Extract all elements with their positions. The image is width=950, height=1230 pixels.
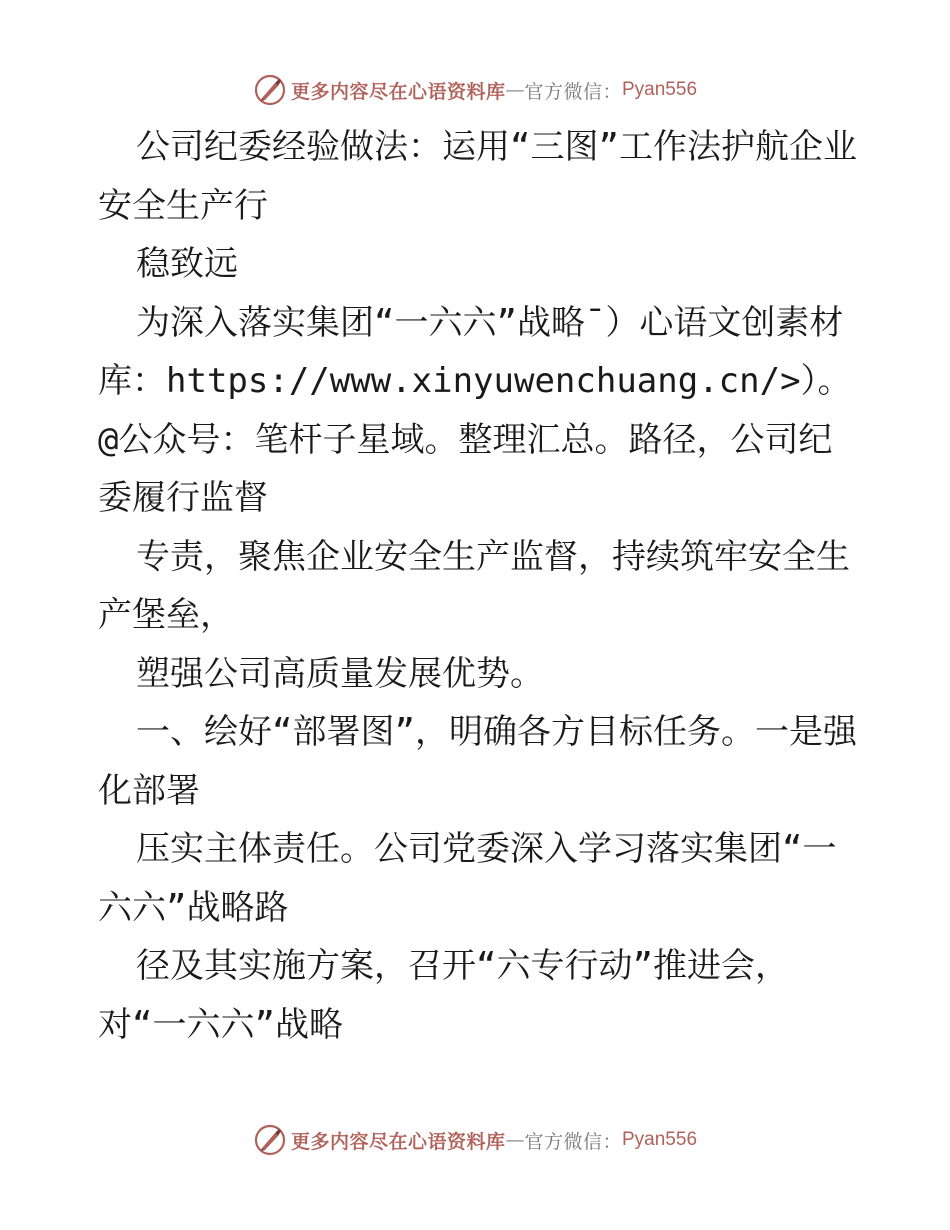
pen-logo-icon <box>253 73 287 107</box>
paragraph-section-one-body: 压实主体责任。公司党委深入学习落实集团“一六六”战略路 <box>98 829 837 928</box>
watermark-wechat-id: Pyan556 <box>622 79 698 100</box>
paragraph-section-one-heading: 一、绘好“部署图”，明确各方目标任务。一是强化部署 <box>98 712 857 811</box>
watermark-wechat-label: 官方微信： <box>524 80 622 103</box>
paragraph-intro-continued: 专责，聚焦企业安全生产监督，持续筑牢安全生产堡垒， <box>98 536 850 635</box>
watermark-separator: — <box>505 79 525 101</box>
pen-logo-icon <box>253 1123 287 1157</box>
paragraph-title: 公司纪委经验做法：运用“三图”工作法护航企业安全生产行 <box>98 127 857 226</box>
paragraph-intro: 为深入落实集团“一六六”战略¯）心语文创素材库：https://www.xinyuwenchuang.cn/>）。@公众号：笔杆子星域。整理汇总。路径，公司纪委履行监督 <box>98 302 852 518</box>
footer-watermark <box>0 1120 950 1160</box>
paragraph-title-continued: 稳致远 <box>136 244 238 284</box>
paragraph-intro-end: 塑强公司高质量发展优势。 <box>136 653 544 694</box>
header-watermark <box>0 70 950 110</box>
watermark-title: 更多内容尽在心语资料库 <box>290 80 506 103</box>
watermark-separator: — <box>505 1129 525 1151</box>
watermark-title: 更多内容尽在心语资料库 <box>290 1130 506 1153</box>
watermark-wechat-label: 官方微信： <box>524 1130 622 1153</box>
document-body <box>98 118 858 1054</box>
paragraph-section-one-body-continued: 径及其实施方案，召开“六专行动”推进会， <box>136 946 789 986</box>
paragraph-section-one-body-end: 对“一六六”战略 <box>98 1004 343 1045</box>
watermark-wechat-id: Pyan556 <box>622 1129 698 1150</box>
